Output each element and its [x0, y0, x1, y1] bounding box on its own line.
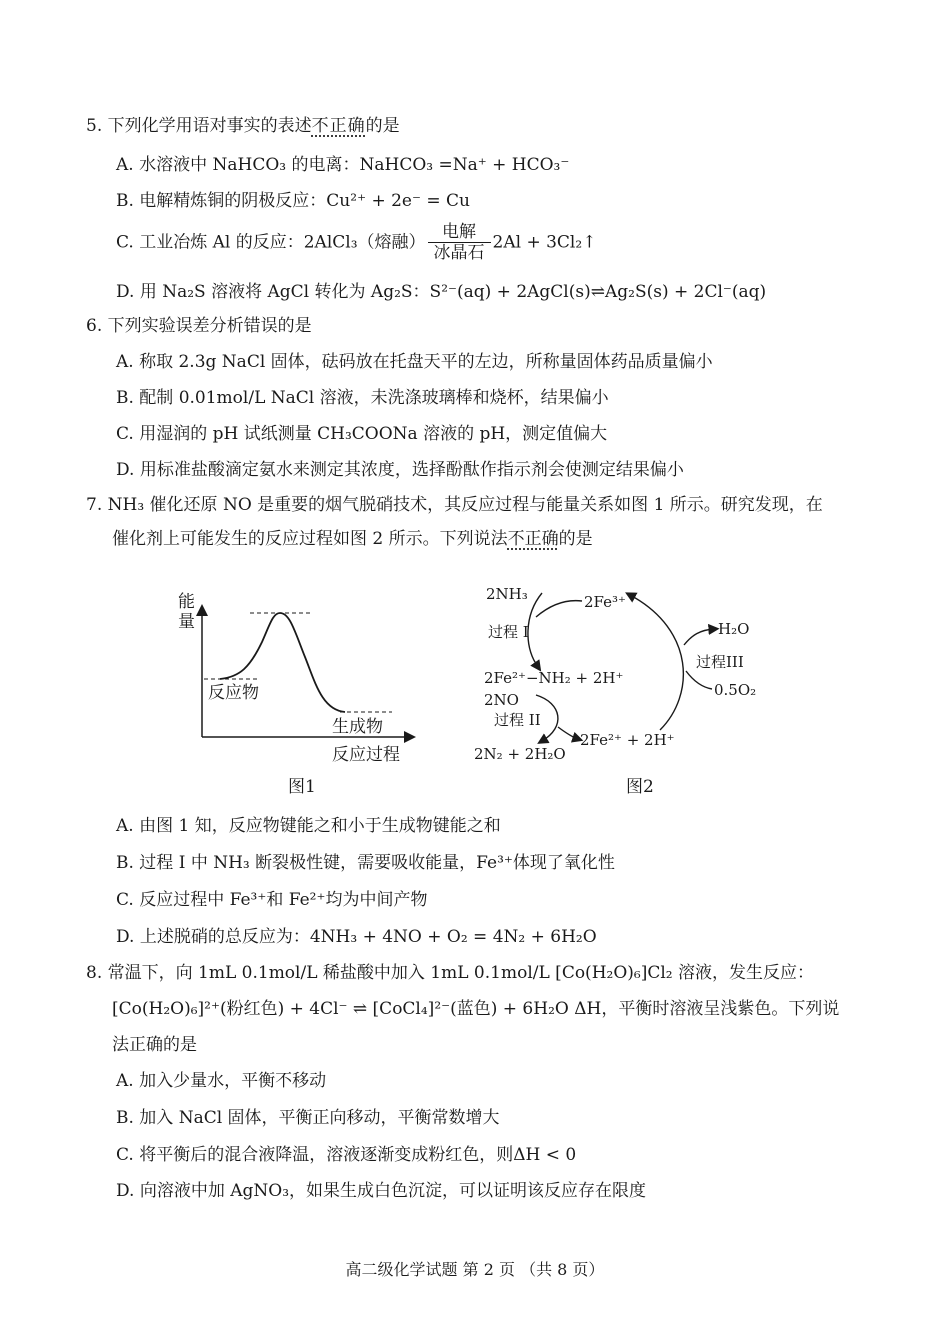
- intermediate-label: 2Fe²⁺−NH₂ + 2H⁺: [484, 669, 624, 687]
- fe3-label: 2Fe³⁺: [584, 593, 626, 611]
- q6-option-b: B. 配制 0.01mol/L NaCl 溶液，未洗涤玻璃棒和烧杯，结果偏小: [116, 388, 609, 408]
- o2-label: 0.5O₂: [714, 681, 757, 699]
- nh3-label: 2NH₃: [486, 585, 528, 603]
- process-3-label: 过程III: [696, 653, 744, 671]
- arrow-fe2-out: [558, 727, 578, 739]
- arrow-h2o-out: [684, 629, 714, 645]
- q7-option-d: D. 上述脱硝的总反应为：4NH₃ + 4NO + O₂ = 4N₂ + 6H₂O: [116, 927, 597, 947]
- q7-stem-line2: 催化剂上可能发生的反应过程如图 2 所示。下列说法不正确的是: [112, 529, 593, 549]
- arrow-fe3-in: [536, 601, 582, 617]
- q8-stem-line1: 8. 常温下，向 1mL 0.1mol/L 稀盐酸中加入 1mL 0.1mol/L [Co(H₂O)₆]Cl₂ 溶液，发生反应：: [86, 963, 815, 983]
- electrolysis-condition: $\frac{\text{电解}}{\text{冰晶石}}$: [428, 222, 491, 263]
- q6-option-c: C. 用湿润的 pH 试纸测量 CH₃COONa 溶液的 pH，测定值偏大: [116, 424, 608, 444]
- q5-emphasis: [312, 116, 366, 136]
- figure-1-energy-diagram: [170, 582, 420, 802]
- q5-option-c: C. 工业冶炼 Al 的反应：2AlCl₃（熔融） $\frac{\text{电解}}{\text{冰晶石}}$ 2Al + 3Cl₂↑: [116, 222, 597, 263]
- q5-option-d: D. 用 Na₂S 溶液将 AgCl 转化为 Ag₂S：S²⁻(aq) + 2AgCl(s)⇌Ag₂S(s) + 2Cl⁻(aq): [116, 282, 767, 302]
- fig1-caption: 图1: [288, 777, 316, 797]
- arrow-process-1: [528, 593, 542, 667]
- q8-option-a: A. 加入少量水，平衡不移动: [116, 1071, 327, 1091]
- q8-stem-line2: [Co(H₂O)₆]²⁺(粉红色) + 4Cl⁻ ⇌ [CoCl₄]²⁻(蓝色) + 6H₂O ΔH，平衡时溶液呈浅紫色。下列说: [112, 999, 840, 1019]
- no-label: 2NO: [484, 691, 519, 709]
- fe2-label: 2Fe²⁺ + 2H⁺: [580, 731, 675, 749]
- q5-option-b: B. 电解精炼铜的阴极反应：Cu²⁺ + 2e⁻ = Cu: [116, 191, 470, 211]
- process-2-label: 过程 II: [494, 711, 541, 729]
- y-label-2: 量: [178, 612, 195, 632]
- q6-option-a: A. 称取 2.3g NaCl 固体，砝码放在托盘天平的左边，所称量固体药品质量偏小: [116, 352, 713, 372]
- page-footer: 高二级化学试题 第 2 页 （共 8 页）: [345, 1260, 605, 1279]
- q8-option-b: B. 加入 NaCl 固体，平衡正向移动，平衡常数增大: [116, 1108, 500, 1128]
- q7-option-a: A. 由图 1 知，反应物键能之和小于生成物键能之和: [116, 816, 501, 836]
- q5-option-a: A. 水溶液中 NaHCO₃ 的电离：NaHCO₃ =Na⁺ + HCO₃⁻: [116, 155, 570, 175]
- reactant-label: 反应物: [208, 683, 259, 703]
- emph-text: 不正确: [311, 116, 366, 136]
- q6-stem: 6. 下列实验误差分析错误的是: [86, 316, 312, 336]
- q8-option-d: D. 向溶液中加 AgNO₃，如果生成白色沉淀，可以证明该反应存在限度: [116, 1181, 647, 1201]
- y-label-1: 能: [178, 592, 195, 612]
- process-1-label: 过程 I: [488, 623, 529, 641]
- q7-emphasis: 不正确: [507, 529, 559, 549]
- q7-option-c: C. 反应过程中 Fe³⁺和 Fe²⁺均为中间产物: [116, 890, 428, 910]
- h2o-label: H₂O: [718, 620, 750, 638]
- figure-2-catalytic-cycle: [470, 575, 790, 805]
- q6-option-d: D. 用标准盐酸滴定氨水来测定其浓度，选择酚酞作指示剂会使测定结果偏小: [116, 460, 684, 480]
- q8-option-c: C. 将平衡后的混合液降温，溶液逐渐变成粉红色，则ΔH < 0: [116, 1145, 577, 1165]
- q5-stem: 5. 下列化学用语对事实的表述不正确的是: [86, 116, 400, 136]
- q7-stem-line1: 7. NH₃ 催化还原 NO 是重要的烟气脱硝技术，其反应过程与能量关系如图 1 所示。研究发现，在: [86, 495, 823, 515]
- fig2-caption: 图2: [626, 777, 654, 797]
- n2-label: 2N₂ + 2H₂O: [474, 745, 566, 763]
- q8-stem-line3: 法正确的是: [112, 1035, 197, 1055]
- x-label: 反应过程: [332, 745, 400, 765]
- q7-option-b: B. 过程 I 中 NH₃ 断裂极性键，需要吸收能量，Fe³⁺体现了氧化性: [116, 853, 615, 873]
- product-label: 生成物: [332, 717, 383, 737]
- arrow-process-3: [630, 595, 683, 730]
- arrow-o2-in: [686, 671, 712, 689]
